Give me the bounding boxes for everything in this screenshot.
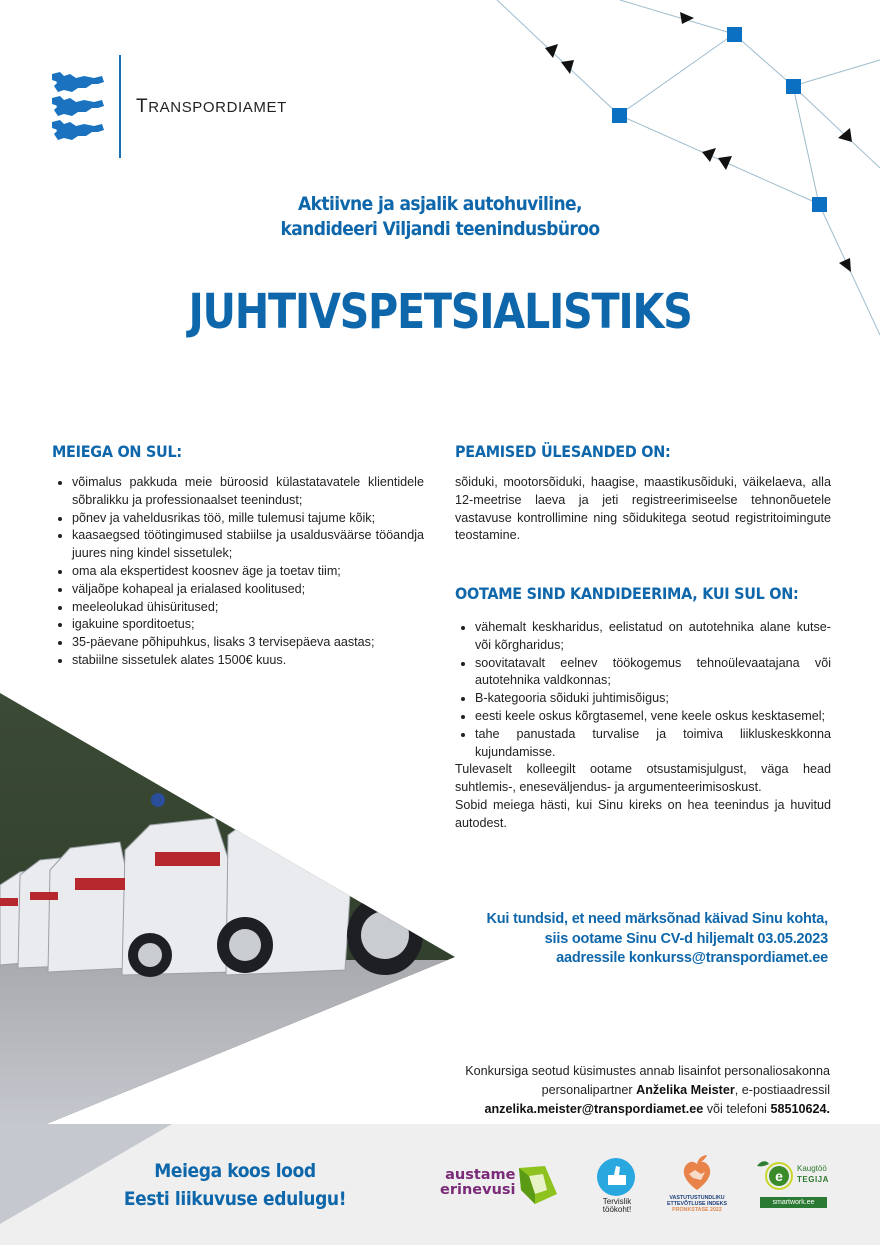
smartwork-link[interactable]: smartwork.ee <box>760 1197 827 1208</box>
vastutustundliku-apple-heart-icon <box>681 1152 713 1192</box>
logo-wordmark: TRANSPORDIAMET <box>136 96 287 117</box>
contact-info <box>430 1062 830 1119</box>
contact-line-3: anzelika.meister@transpordiamet.ee või telefoni 58510624. <box>484 1102 830 1116</box>
kaugtoo-tegija-label: Kaugtöö TEGIJA <box>797 1164 829 1184</box>
contact-line-1: Konkursiga seotud küsimustes annab lisainfot personaliosakonna <box>465 1064 830 1078</box>
austame-pentagon-icon <box>517 1164 559 1206</box>
job-title: JUHTIVSPETSIALISTIKS <box>188 284 692 340</box>
requirements-paragraph-1: Tulevaselt kolleegilt ootame otsustamisjulgust, väga head suhtlemis-, eneseväljendus- ja argumenteerimisoskust. <box>455 762 831 795</box>
tasks-heading: PEAMISED ÜLESANDED ON: <box>455 442 671 461</box>
list-item: tahe panustada turvalise ja toimiva liikluskeskkonna kujundamisse. <box>475 726 831 762</box>
contact-email-link[interactable]: anzelika.meister@transpordiamet.ee <box>484 1102 704 1116</box>
austame-erinevusi-badge: austame erinevusi <box>440 1167 516 1198</box>
list-item: eesti keele oskus kõrgtasemel, vene keele oskus kesktasemel; <box>475 708 831 726</box>
tervislik-tookoht-thumbs-up-icon <box>596 1157 636 1197</box>
list-item: võimalus pakkuda meie büroosid külastatavatele klientidele sõbralikku ja professionaalset teenindust; <box>72 474 424 510</box>
slogan-line-1: Meiega koos lood <box>154 1160 316 1182</box>
list-item: vähemalt keskharidus, eelistatud on autotehnika alane kutse- või kõrgharidus; <box>475 619 831 655</box>
list-item: oma ala ekspertidest koosnev äge ja toetav tiim; <box>72 563 424 581</box>
slogan-line-2: Eesti liikuvuse edulugu! <box>123 1188 347 1210</box>
benefits-list <box>52 474 424 670</box>
requirements-heading: OOTAME SIND KANDIDEERIMA, KUI SUL ON: <box>455 584 799 603</box>
requirements-paragraph-2: Sobid meiega hästi, kui Sinu kireks on hea teenindus ja huvitud autodest. <box>455 797 831 830</box>
callout-deadline-line: siis ootame Sinu CV-d hiljemalt 03.05.2023 <box>544 930 828 947</box>
network-node <box>727 27 742 42</box>
tasks-text: sõiduki, mootorsõiduki, haagise, maastikusõiduki, väikelaeva, alla 12-meetrise laeva ja jeti registreerimiseelse tehnonõuetele vastavuse kontrollimine ning sõidukitega seotud registritoimingute teostamine. <box>455 475 831 543</box>
list-item: väljaõpe kohapeal ja erialased koolitused; <box>72 581 424 599</box>
list-item: põnev ja vaheldusrikas töö, mille tulemusi tajume kõik; <box>72 510 424 528</box>
parked-cars-photo <box>0 693 455 1143</box>
list-item: soovitatavalt eelnev töökogemus tehnoülevaatajana või autotehnika valdkonnas; <box>475 655 831 691</box>
requirements-container <box>455 619 831 833</box>
contact-name: Anželika Meister <box>636 1083 735 1097</box>
benefits-heading: MEIEGA ON SUL: <box>52 442 182 461</box>
tagline <box>0 192 880 242</box>
application-callout <box>440 910 828 969</box>
vastutustundliku-label: VASTUTUSTUNDLIKU ETTEVÕTLUSE INDEKS PRONKSTASE 2022 <box>666 1195 728 1213</box>
svg-text:e: e <box>775 1168 783 1184</box>
list-item: igakuine sporditoetus; <box>72 616 424 634</box>
callout-email-line[interactable]: aadressile konkurss@transpordiamet.ee <box>556 950 828 966</box>
benefits-list-container <box>52 474 424 670</box>
tervislik-tookoht-label: Tervislik töökoht! <box>602 1197 632 1214</box>
network-node <box>612 108 627 123</box>
footer-slogan <box>110 1157 360 1213</box>
logo-divider <box>119 55 121 158</box>
callout-line-1: Kui tundsid, et need märksõnad käivad Sinu kohta, <box>486 911 828 927</box>
contact-phone[interactable]: 58510624. <box>770 1102 830 1116</box>
list-item: 35-päevane põhipuhkus, lisaks 3 tervisepäeva aastas; <box>72 634 424 652</box>
tagline-line-1: Aktiivne ja asjalik autohuviline, <box>298 193 582 215</box>
network-node <box>786 79 801 94</box>
list-item: kaasaegsed töötingimused stabiilse ja usaldusväärse tööandja juures ning kindel sissetulek; <box>72 527 424 563</box>
kaugtoo-tegija-e-icon <box>755 1158 797 1192</box>
estonian-coat-of-arms-icon <box>50 70 105 142</box>
list-item: B-kategooria sõiduki juhtimisõigus; <box>475 690 831 708</box>
requirements-list <box>455 619 831 761</box>
list-item: meeleolukad ühisüritused; <box>72 599 424 617</box>
contact-line-2: personalipartner Anželika Meister, e-postiaadressil <box>541 1083 830 1097</box>
tagline-line-2: kandideeri Viljandi teenindusbüroo <box>280 218 600 240</box>
list-item: stabiilne sissetulek alates 1500€ kuus. <box>72 652 424 670</box>
